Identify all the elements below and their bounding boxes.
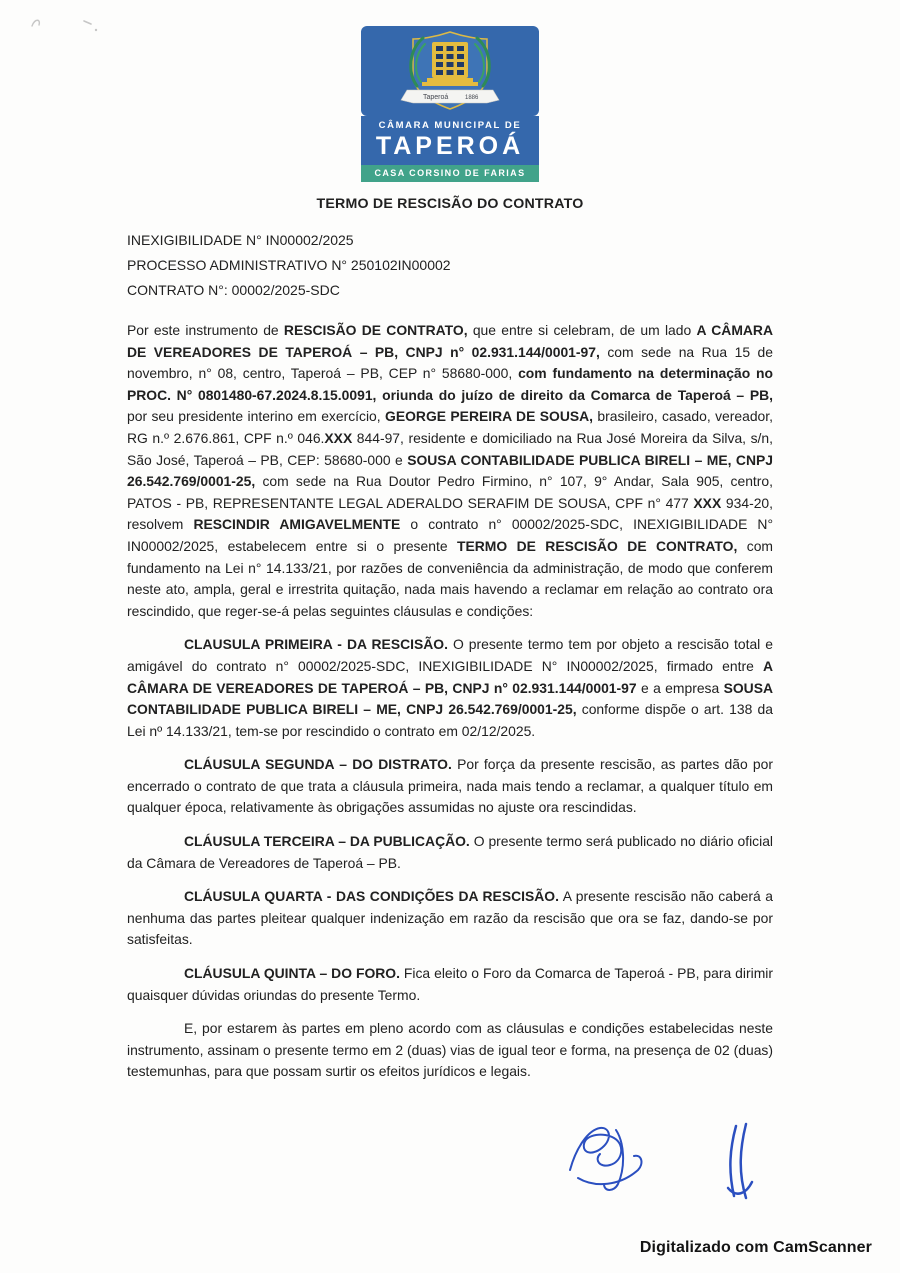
text-segment: RESCISÃO DE CONTRATO,	[283, 322, 468, 338]
text-segment: A CÂMARA DE VEREADORES DE TAPEROÁ – PB, CNPJ n° 02.931.144/0001-97	[127, 657, 773, 696]
text-segment: XXX	[324, 429, 353, 446]
camscanner-watermark: Digitalizado com CamScanner	[639, 1239, 872, 1256]
text-segment: o contrato n° 00002/2025-SDC, INEXIGIBILIDADE N° IN00002/2025, estabelecem entre si o presente	[127, 516, 773, 554]
text-segment: RESCINDIR AMIGAVELMENTE	[193, 516, 401, 533]
document-title: TERMO DE RESCISÃO DO CONTRATO	[316, 196, 584, 212]
crest-ribbon-year: 1886	[465, 95, 479, 101]
text-segment: Por este instrumento de	[127, 322, 284, 338]
handwritten-initials-icon	[722, 1122, 756, 1202]
text-segment: Por força da presente rescisão, as partes dão por encerrado o contrato de que trata a cláusula primeira, nada mais tendo a reclamar, a qualquer título em qualquer época, relativamente às obrigações assumidas no ajuste ora rescindidas.	[127, 756, 773, 816]
text-segment: XXX	[693, 494, 722, 511]
text-segment: CLÁUSULA SEGUNDA – DO DISTRATO.	[184, 756, 452, 773]
text-segment: com fundamento na determinação no PROC. N° 0801480-67.2024.8.15.0091, oriunda do juízo de direito da Comarca de Taperoá – PB,	[127, 365, 773, 403]
text-segment: com sede na Rua 15 de novembro, n° 08, centro, Taperoá – PB, CEP n° 58680-000,	[127, 343, 774, 382]
text-segment: e a empresa	[636, 679, 724, 696]
text-segment: que entre si celebram, de um lado	[467, 322, 697, 338]
municipal-crest-icon	[361, 26, 539, 116]
closing-paragraph	[127, 1018, 773, 1083]
text-segment: Fica eleito o Foro da Comarca de Taperoá - PB, para dirimir quaisquer dúvidas oriundas do presente Termo.	[127, 965, 773, 1003]
text-segment: O presente termo será publicado no diário oficial da Câmara de Vereadores de Taperoá – PB.	[127, 833, 773, 871]
reference-block	[127, 228, 451, 303]
reference-line: PROCESSO ADMINISTRATIVO N° 250102IN00002	[127, 257, 451, 273]
text-segment: com fundamento na Lei n° 14.133/21, por razões de conveniência da administração, de modo que conferem neste ato, ampla, geral e irrestrita quitação, nada mais havendo a reclamar em relação ao contrato ora rescindido, que reger-se-á pelas seguintes cláusulas e condições:	[127, 537, 773, 619]
handwritten-signature-icon	[560, 1118, 660, 1203]
text-segment: conforme dispõe o art. 138 da Lei nº 14.133/21, tem-se por rescindido o contrato em 02/12/2025.	[127, 701, 773, 739]
text-segment: 844-97, residente e domiciliado na Rua José Moreira da Silva, s/n, São José, Taperoá – PB, CEP: 58680-000 e	[127, 429, 773, 468]
clause-first	[127, 634, 773, 742]
text-segment: GEORGE PEREIRA DE SOUSA,	[385, 408, 594, 425]
text-segment: CLÁUSULA QUINTA – DO FORO.	[184, 965, 400, 982]
clause-third	[127, 831, 773, 874]
municipal-logo	[361, 26, 539, 182]
text-segment: por seu presidente interino em exercício,	[127, 408, 386, 425]
document-body	[127, 320, 773, 1095]
text-segment: A presente rescisão não caberá a nenhuma das partes pleitear qualquer indenização em razão da rescisão que ora se faz, dando-se por satisfeitas.	[127, 888, 774, 948]
logo-house-name: CASA CORSINO DE FARIAS	[361, 165, 539, 182]
text-segment: brasileiro, casado, vereador, RG n.º 2.676.861, CPF n.º 046.	[127, 408, 773, 446]
opening-paragraph	[127, 320, 773, 622]
clause-second	[127, 754, 773, 819]
clause-fourth	[127, 886, 773, 951]
logo-org-line: CÂMARA MUNICIPAL DE	[361, 116, 539, 132]
text-segment: TERMO DE RESCISÃO DE CONTRATO,	[456, 537, 738, 554]
crest-ribbon-name: Taperoá	[423, 94, 449, 101]
text-segment: com sede na Rua Doutor Pedro Firmino, n° 107, 9° Andar, Sala 905, centro, PATOS - PB, REPRESENTANTE LEGAL ADERALDO SERAFIM DE SOUSA, CPF n° 477	[127, 473, 773, 511]
text-segment: SOUSA CONTABILIDADE PUBLICA BIRELI – ME, CNPJ 26.542.769/0001-25,	[127, 451, 773, 490]
text-segment: CLÁUSULA QUARTA - DAS CONDIÇÕES DA RESCISÃO.	[184, 888, 559, 905]
text-segment: 934-20, resolvem	[127, 494, 773, 533]
text-segment: E, por estarem às partes em pleno acordo com as cláusulas e condições estabelecidas neste instrumento, assinam o presente termo em 2 (duas) vias de igual teor e forma, na presença de 02 (duas) testemunhas, para que possam surtir os efeitos jurídicos e legais.	[127, 1020, 773, 1080]
reference-line: INEXIGIBILIDADE N° IN00002/2025	[127, 232, 354, 248]
text-segment: A CÂMARA DE VEREADORES DE TAPEROÁ – PB, CNPJ n° 02.931.144/0001-97,	[127, 322, 773, 360]
clause-fifth	[127, 963, 773, 1006]
text-segment: SOUSA CONTABILIDADE PUBLICA BIRELI – ME, CNPJ 26.542.769/0001-25,	[127, 679, 773, 718]
reference-line: CONTRATO N°: 00002/2025-SDC	[127, 282, 340, 298]
text-segment: O presente termo tem por objeto a rescisão total e amigável do contrato n° 00002/2025-SDC, INEXIGIBILIDADE N° IN00002/2025, firmado entre	[127, 636, 774, 674]
stray-pen-marks-icon	[26, 8, 106, 36]
text-segment: CLÁUSULA TERCEIRA – DA PUBLICAÇÃO.	[184, 833, 470, 850]
logo-city-name: TAPEROÁ	[361, 132, 539, 165]
text-segment: CLAUSULA PRIMEIRA - DA RESCISÃO.	[184, 636, 448, 653]
